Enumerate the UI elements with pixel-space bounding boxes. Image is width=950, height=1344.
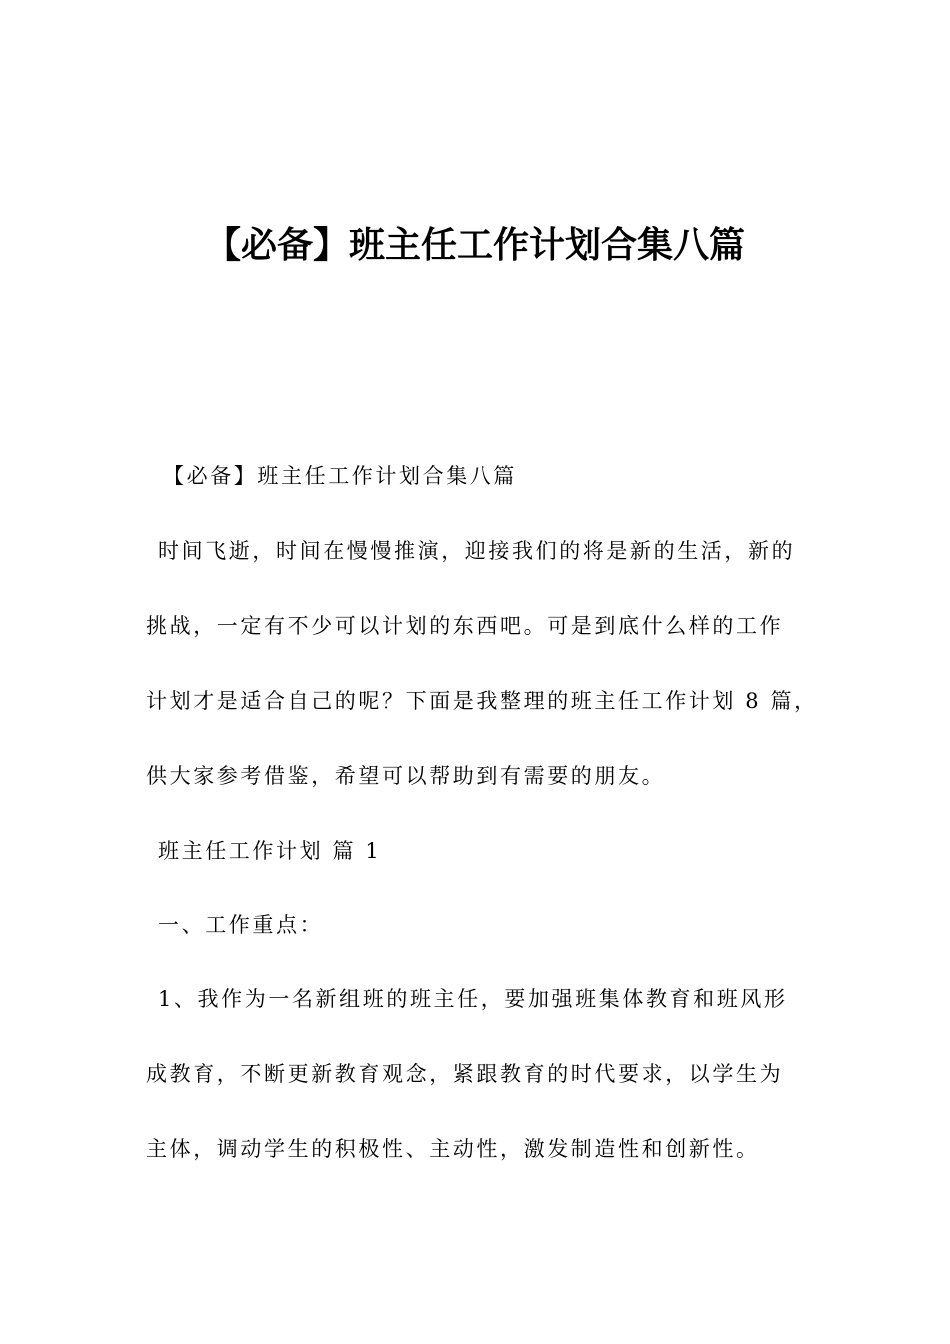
- point1-line-2: 成教育，不断更新教育观念，紧跟教育的时代要求，以学生为: [146, 1062, 784, 1086]
- subheading: 一、工作重点：: [158, 913, 324, 937]
- intro-line-2: 挑战，一定有不少可以计划的东西吧。可是到底什么样的工作: [146, 614, 784, 638]
- document-title: 【必备】班主任工作计划合集八篇: [204, 225, 745, 266]
- intro-line-1: 时间飞逝，时间在慢慢推演，迎接我们的将是新的生活，新的: [158, 539, 796, 563]
- point1-line-1: 1、我作为一名新组班的班主任，要加强班集体教育和班风形: [158, 987, 788, 1011]
- intro-line-3: 计划才是适合自己的呢？下面是我整理的班主任工作计划 8 篇，: [146, 689, 818, 713]
- section-heading: 班主任工作计划 篇 1: [158, 839, 382, 863]
- document-subtitle: 【必备】班主任工作计划合集八篇: [163, 464, 517, 488]
- intro-line-4: 供大家参考借鉴，希望可以帮助到有需要的朋友。: [146, 764, 666, 788]
- point1-line-3: 主体，调动学生的积极性、主动性，激发制造性和创新性。: [146, 1137, 760, 1161]
